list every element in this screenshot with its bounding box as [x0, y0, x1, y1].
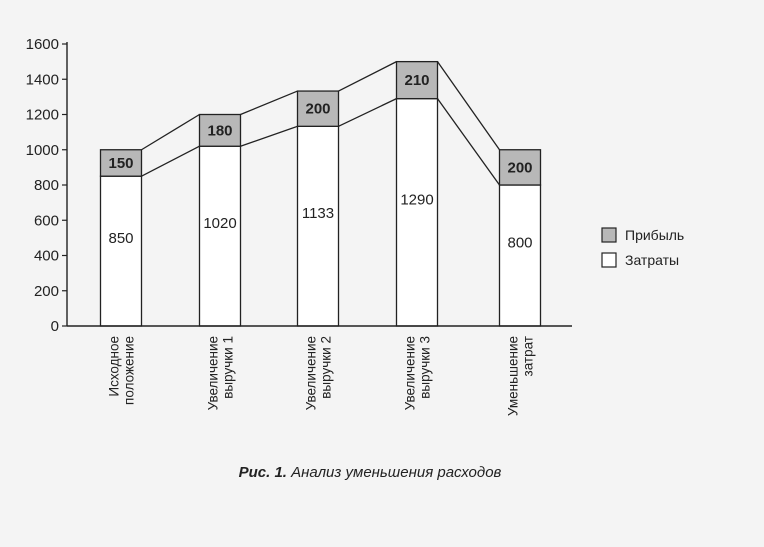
bar-costs — [200, 146, 241, 326]
y-tick-label: 400 — [33, 247, 59, 265]
bar-costs — [298, 126, 339, 326]
legend — [602, 227, 684, 268]
category-label-line: Уменьшение — [505, 336, 521, 417]
bar-costs-value: 1020 — [203, 215, 237, 233]
category-label — [107, 336, 137, 405]
caption-title: Анализ уменьшения расходов — [291, 464, 502, 481]
connector-mid — [241, 126, 298, 146]
legend-swatch — [602, 228, 616, 242]
connector-mid — [438, 99, 500, 185]
category-label — [403, 336, 433, 410]
category-label-line: Исходное — [106, 336, 122, 397]
bar-costs-value: 800 — [507, 234, 533, 252]
connector-mid — [339, 99, 397, 127]
category-label — [506, 336, 536, 416]
connector-top — [438, 62, 500, 150]
bar-profit-value: 200 — [305, 100, 331, 118]
bar-costs-value: 1290 — [400, 191, 434, 209]
connector-top — [142, 115, 200, 150]
legend-swatch — [602, 253, 616, 267]
bar-profit-value: 210 — [404, 72, 430, 90]
legend-label: Затраты — [625, 252, 680, 268]
caption-label: Рис. 1. — [238, 464, 287, 481]
y-tick-label: 1200 — [25, 106, 59, 124]
y-tick-label: 600 — [33, 212, 59, 230]
bar-profit-value: 150 — [108, 154, 134, 172]
y-tick-label: 1600 — [25, 36, 59, 53]
category-label-line: положение — [121, 336, 137, 405]
y-tick-label: 1400 — [25, 71, 59, 89]
bar-costs-value: 1133 — [301, 205, 335, 223]
category-label — [304, 336, 334, 410]
bar-profit-value: 200 — [507, 159, 533, 177]
y-tick-label: 200 — [33, 282, 59, 300]
bar-costs — [397, 99, 438, 326]
category-label-line: затрат — [520, 336, 536, 377]
y-tick-label: 1000 — [25, 141, 59, 159]
connector-top — [241, 91, 298, 114]
category-label — [206, 336, 236, 410]
category-label-line: выручки 2 — [318, 336, 334, 399]
bar-profit-value: 180 — [207, 122, 233, 140]
bar-costs — [101, 176, 142, 326]
y-tick-label: 800 — [33, 177, 59, 194]
connector-top — [339, 62, 397, 91]
bar-costs — [500, 185, 541, 326]
category-label-line: выручки 3 — [417, 336, 433, 399]
connector-mid — [142, 146, 200, 176]
category-label-line: выручки 1 — [220, 336, 236, 399]
category-label-line: Увеличение — [303, 336, 319, 411]
legend-label: Прибыль — [625, 227, 685, 243]
category-label-line: Увеличение — [402, 336, 418, 411]
figure-caption — [239, 464, 502, 481]
bar-costs-value: 850 — [108, 230, 134, 248]
category-label-line: Увеличение — [205, 336, 221, 411]
y-tick-label: 0 — [50, 318, 59, 335]
